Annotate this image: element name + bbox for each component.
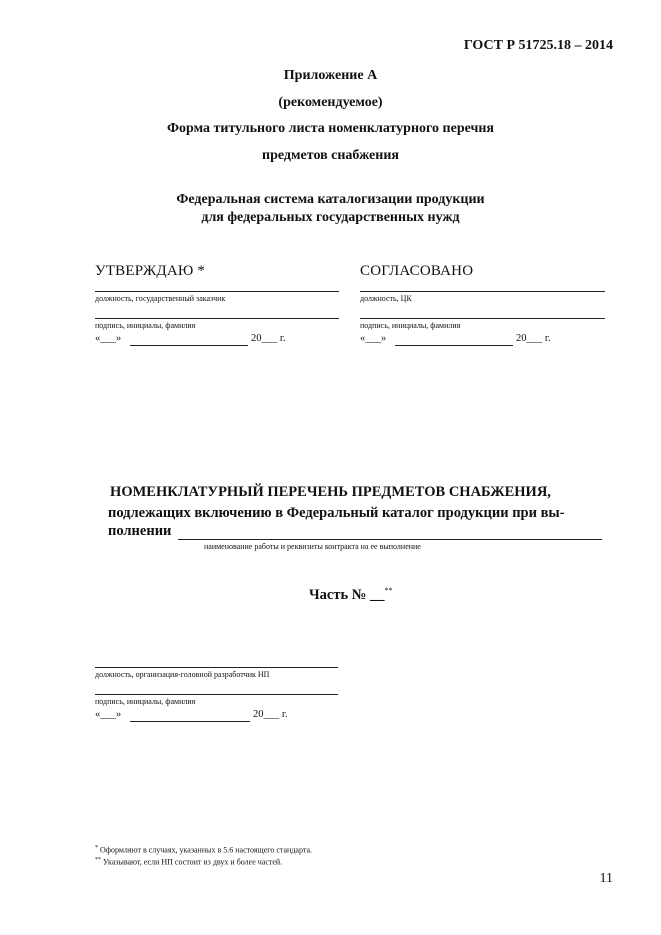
approve-date-month-line	[130, 345, 248, 346]
agree-position-line	[360, 291, 605, 292]
footnote-2-text: Указывают, если НП состоит из двух и более частей.	[103, 857, 283, 867]
footnote-1	[95, 845, 312, 855]
approve-signature-caption: подпись, инициалы, фамилия	[95, 321, 196, 330]
part-label: Часть №	[309, 586, 367, 603]
approve-position-line	[95, 291, 339, 292]
developer-signature-caption: подпись, инициалы, фамилия	[95, 697, 196, 706]
contract-name-line	[178, 539, 602, 540]
developer-position-line	[95, 667, 338, 668]
part-blank: __	[369, 586, 385, 603]
agree-signature-line	[360, 318, 605, 319]
form-title-line-2: предметов снабжения	[262, 148, 399, 163]
appendix-kind: (рекомендуемое)	[278, 95, 383, 110]
approve-heading: УТВЕРЖДАЮ *	[95, 263, 206, 279]
footnote-2	[95, 857, 282, 867]
system-line-2: для федеральных государственных нужд	[201, 210, 460, 225]
approve-date-year: 20___ г.	[251, 333, 286, 344]
agree-position-caption: должность, ЦК	[360, 294, 412, 303]
agree-signature-caption: подпись, инициалы, фамилия	[360, 321, 461, 330]
developer-position-caption: должность, организация-головной разработчик НП	[95, 670, 270, 679]
page-number: 11	[599, 871, 613, 886]
form-title-line-1: Форма титульного листа номенклатурного перечня	[166, 121, 495, 136]
approve-signature-line	[95, 318, 339, 319]
footnote-1-mark: *	[95, 845, 98, 851]
main-title-line-2: подлежащих включению в Федеральный каталог продукции при вы-	[108, 505, 565, 521]
footnote-1-text: Оформляют в случаях, указанных в 5.6 настоящего стандарта.	[100, 845, 312, 855]
agree-date-year: 20___ г.	[516, 333, 551, 344]
part-footnote-mark: **	[384, 586, 393, 595]
developer-signature-line	[95, 694, 338, 695]
main-title-line-1: НОМЕНКЛАТУРНЫЙ ПЕРЕЧЕНЬ ПРЕДМЕТОВ СНАБЖЕНИЯ,	[110, 484, 551, 500]
approve-date-day: «___»	[95, 333, 122, 344]
system-line-1: Федеральная система каталогизации продукции	[176, 192, 485, 207]
approve-position-caption: должность, государственный заказчик	[95, 294, 226, 303]
developer-date-year: 20___ г.	[253, 709, 288, 720]
main-title-line-3: полнении	[108, 523, 172, 539]
developer-date-day: «___»	[95, 709, 122, 720]
agree-heading: СОГЛАСОВАНО	[360, 263, 474, 279]
appendix-title: Приложение А	[283, 68, 378, 83]
footnote-2-mark: **	[95, 857, 101, 863]
agree-date-month-line	[395, 345, 513, 346]
standard-code: ГОСТ Р 51725.18 – 2014	[463, 38, 613, 53]
part-number	[309, 586, 392, 604]
contract-name-caption: наименование работы и реквизиты контракта на ее выполнение	[204, 542, 421, 551]
developer-date-month-line	[130, 721, 250, 722]
agree-date-day: «___»	[360, 333, 387, 344]
